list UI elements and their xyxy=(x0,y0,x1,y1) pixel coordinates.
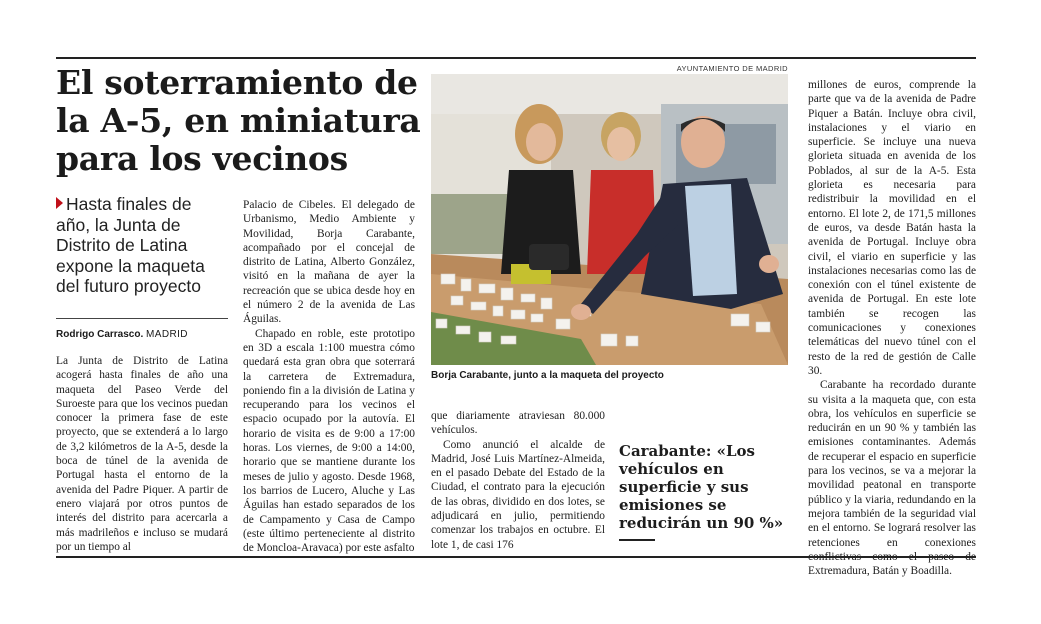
bottom-rule xyxy=(56,556,976,558)
paragraph: que diariamente atraviesan 80.000 vehículos. xyxy=(431,410,605,437)
paragraph: Como anunció el alcalde de Madrid, José Luis Martínez-Almeida, en el pasado Debate del Estado de la Ciudad, el contrato para la ejecución de las obras, dividido en dos lotes, se adjudicará en julio, permitiendo comenzar los trabajos en octubre. El lote 1, de casi 176 xyxy=(431,438,605,551)
body-column-2 xyxy=(243,198,415,555)
body-column-4 xyxy=(808,78,976,578)
paragraph: Carabante ha recordado durante su visita a la maqueta que, con esta obra, los vehículos en superficie se reducirán en un 90 % y también las emisiones contaminantes. Además de recuperar el espacio en superficie para los vecinos, se va a mejorar la movilidad peatonal en transporte público y la viaria, redundando en la mejora también de la seguridad vial en el entorno. Se logrará resolver las retenciones en conexiones Extremadura, Batán y Boadilla. xyxy=(808,379,976,578)
byline-author: Rodrigo Carrasco. xyxy=(56,329,144,340)
photo-credit: AYUNTAMIENTO DE MADRID xyxy=(676,64,788,73)
byline-rule xyxy=(56,318,228,319)
body-column-3 xyxy=(431,409,605,552)
photo-caption: Borja Carabante, junto a la maqueta del proyecto xyxy=(431,370,664,381)
body-column-1 xyxy=(56,354,228,554)
subhead-text: Hasta finales de año, la Junta de Distrito de Latina expone la maqueta del futuro proyecto xyxy=(56,194,205,296)
arrow-marker-icon xyxy=(56,197,63,209)
paragraph: Palacio de Cibeles. El delegado de Urbanismo, Medio Ambiente y Movilidad, Borja Carabante, acompañado por el concejal de distrito de Latina, Alberto González, visitó en la mañana de ayer la recreación que se ubica desde hoy en el número 2 de la avenida de Las Águilas. xyxy=(243,199,415,326)
pull-quote: Carabante: «Los vehículos en superficie y sus emisiones se reducirán un 90 %» xyxy=(619,442,784,532)
paragraph: millones de euros, comprende la parte que va de la avenida de Padre Piquer a Batán. Incluye obra civil, instalaciones y el viario en superficie. Se incluye una nueva glorieta situada en avenida de los Poblados, al sur de la A-5. Esta glorieta es necesaria para redistribuir la movilidad en el entorno. El lote 2, de 171,5 millones de euros, va desde Batán hasta la avenida de Portugal. Incluye obra civil, el viario en superficie y las instalaciones necesarias como las de conexión con el túnel existente de avenida de Portugal. En este lote también se recogen las comunicaciones y conexiones telemáticas del nuevo túnel con el resto de la red de gestión de Calle 30. xyxy=(808,79,976,377)
paragraph: Chapado en roble, este prototipo en 3D a escala 1:100 muestra cómo quedará esta gran obra que soterrará la carretera de Extremadura, poniendo fin a la división de Latina y recuperando para los vecinos el espacio ocupado por la autovía. El horario de visita es de 9:00 a 17:00 horas. Los viernes, de 9:00 a 14:00, horario que se mantiene durante los meses de julio y agosto. Desde 1968, los barrios de Lucero, Aluche y Las Águilas han estado separados de los de Campamento y Casa de Campo (este último perteneciente al distrito de Moncloa-Aravaca) por este asfalto xyxy=(243,327,415,555)
paragraph: La Junta de Distrito de Latina acogerá hasta finales de año una maqueta del Paseo Verde del Suroeste para que los vecinos puedan conocer la primera fase de este proyecto, que se extenderá a lo largo de 3,2 kilómetros de la A-5, desde la boca de túnel de la avenida de Portugal hasta el entorno de la avenida del Padre Piquer. A partir de enero viajará por otros puntos de interés del distrito para acercarla a más madrileños e incluso se mudará por un tiempo al xyxy=(56,355,228,553)
headline: El soterramiento de la A-5, en miniatura para los vecinos xyxy=(56,63,421,178)
photo-illustration xyxy=(431,74,788,365)
article-photo xyxy=(431,74,788,365)
pull-quote-rule xyxy=(619,539,655,541)
subhead xyxy=(56,194,226,297)
top-rule xyxy=(56,57,976,59)
byline-place: MADRID xyxy=(146,329,188,340)
byline xyxy=(56,329,236,340)
